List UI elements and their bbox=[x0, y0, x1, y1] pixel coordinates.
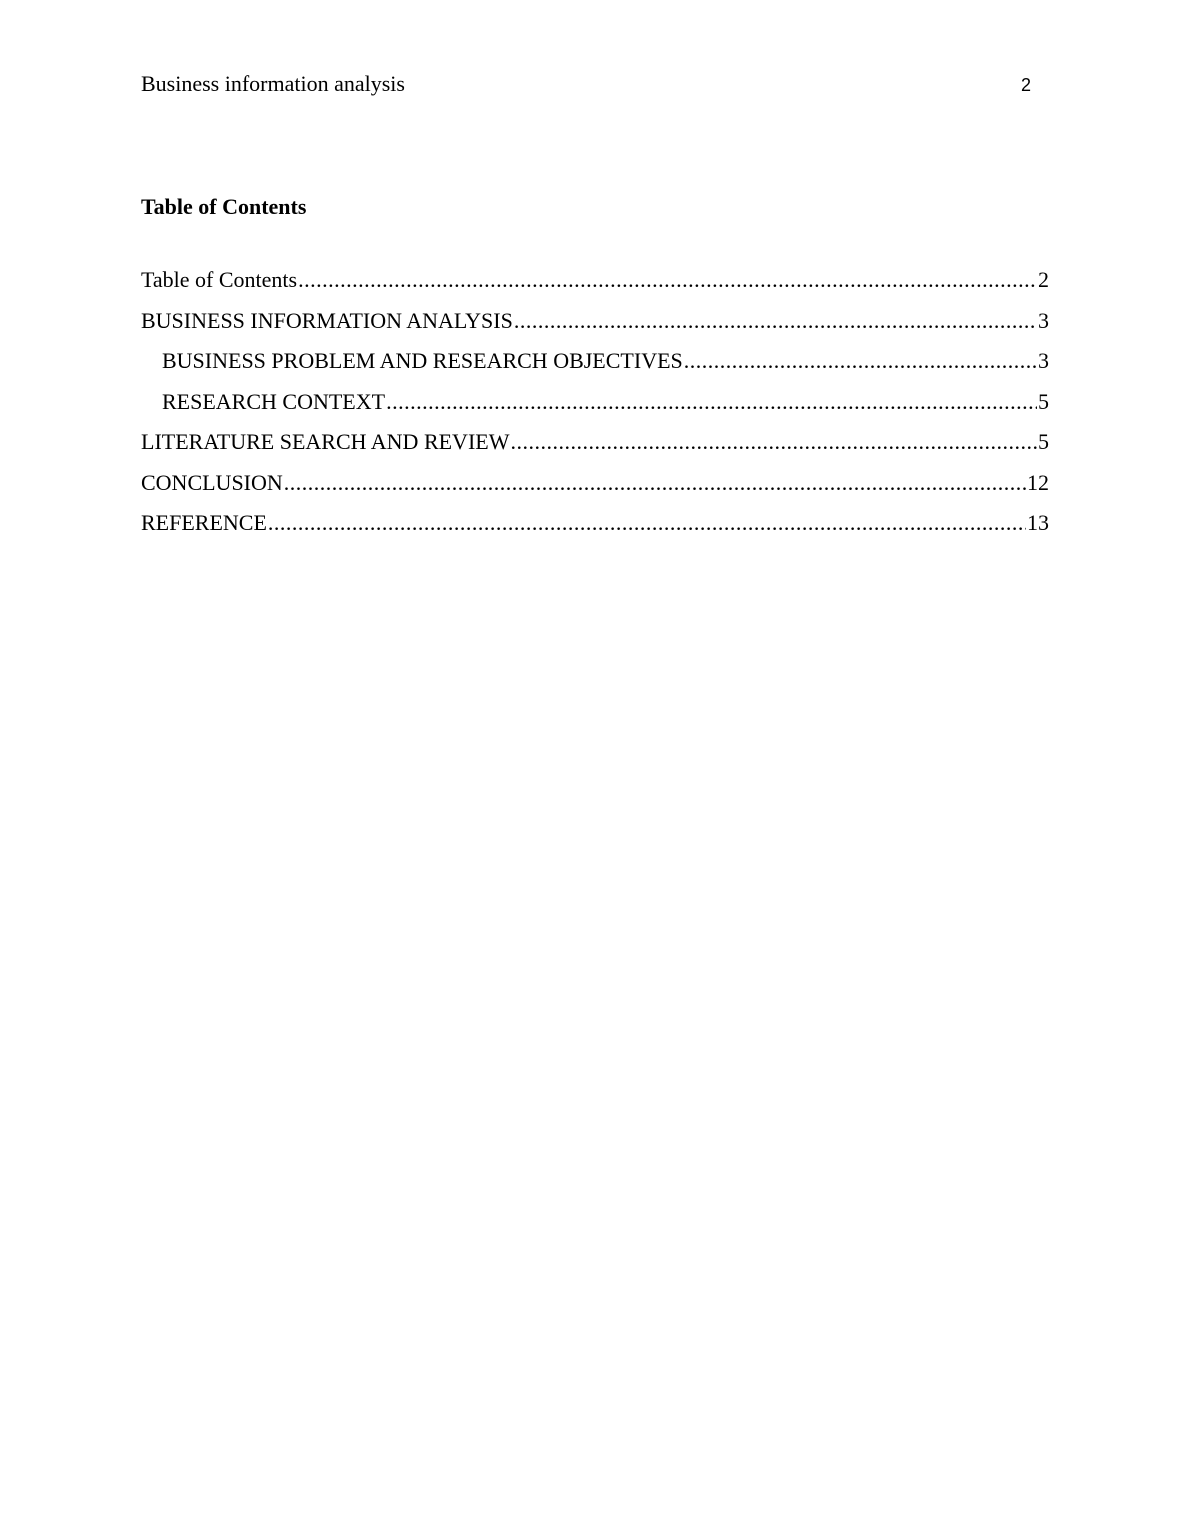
toc-entry-page: 12 bbox=[1027, 469, 1049, 495]
toc-entry-title: LITERATURE SEARCH AND REVIEW bbox=[141, 429, 510, 454]
toc-entry-business-information-analysis[interactable] bbox=[141, 307, 1049, 348]
toc-dot-leader bbox=[514, 307, 1037, 335]
toc-entry-table-of-contents[interactable] bbox=[141, 266, 1049, 307]
toc-entry-page: 2 bbox=[1038, 267, 1049, 292]
toc-entry-title: BUSINESS PROBLEM AND RESEARCH OBJECTIVES bbox=[162, 348, 683, 373]
toc-entry-title: BUSINESS INFORMATION ANALYSIS bbox=[141, 307, 513, 333]
toc-entry-literature-search[interactable] bbox=[141, 428, 1049, 469]
toc-entry-title: Table of Contents bbox=[141, 267, 298, 292]
toc-entry-title: RESEARCH CONTEXT bbox=[162, 388, 386, 414]
toc-entry-title: CONCLUSION bbox=[141, 469, 283, 495]
toc-dot-leader bbox=[510, 428, 1037, 456]
toc-entry-page: 13 bbox=[1027, 510, 1049, 535]
toc-entry-business-problem[interactable] bbox=[141, 347, 1049, 388]
table-of-contents bbox=[141, 266, 1049, 550]
toc-entry-page: 3 bbox=[1038, 348, 1049, 373]
toc-entry-page: 5 bbox=[1038, 388, 1049, 414]
toc-entry-research-context[interactable] bbox=[141, 388, 1049, 429]
running-head-title: Business information analysis bbox=[141, 71, 405, 96]
toc-entry-reference[interactable] bbox=[141, 509, 1049, 550]
toc-entry-title: REFERENCE bbox=[141, 510, 267, 535]
toc-heading: Table of Contents bbox=[141, 194, 307, 219]
toc-entry-conclusion[interactable] bbox=[141, 469, 1049, 510]
page-number: 2 bbox=[1021, 75, 1032, 95]
toc-entry-page: 3 bbox=[1038, 307, 1049, 333]
toc-dot-leader bbox=[386, 388, 1037, 416]
toc-dot-leader bbox=[284, 469, 1026, 497]
toc-dot-leader bbox=[684, 347, 1037, 375]
toc-dot-leader bbox=[298, 266, 1037, 294]
toc-dot-leader bbox=[268, 509, 1026, 537]
toc-entry-page: 5 bbox=[1038, 429, 1049, 454]
